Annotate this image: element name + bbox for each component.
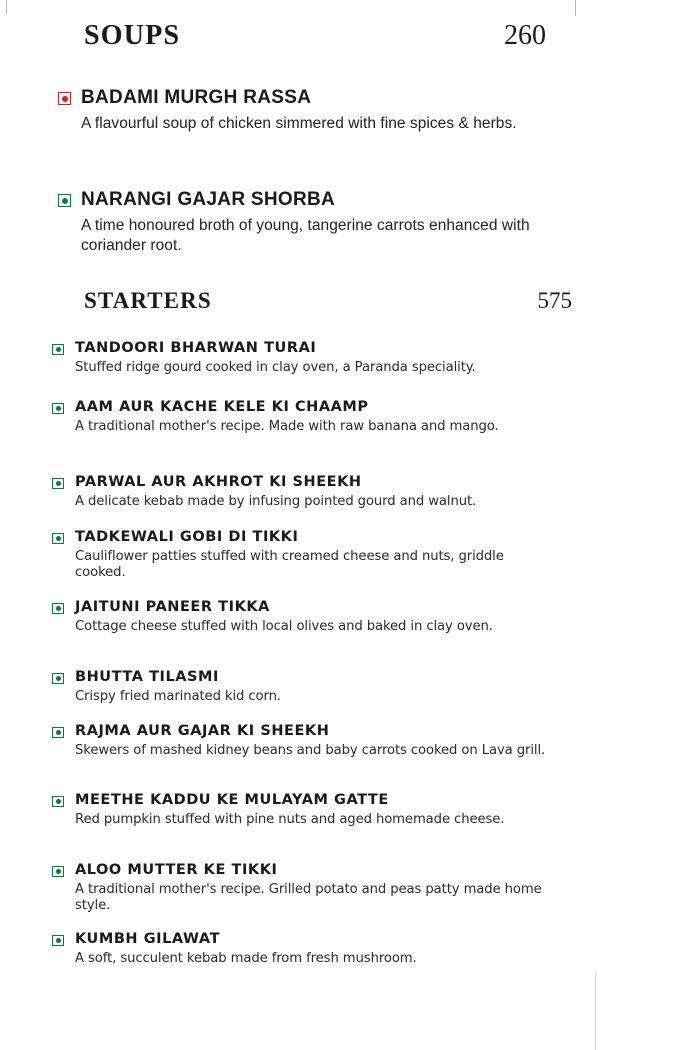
section-header-soups: [84, 20, 546, 52]
section-header-starters: [84, 288, 572, 314]
menu-item[interactable]: [52, 341, 577, 376]
menu-item-name: JAITUNI PANEER TIKKA: [75, 599, 270, 615]
veg-marker-icon: [52, 796, 64, 807]
registration-tick-top-right: [575, 0, 576, 16]
veg-marker-icon: [52, 673, 64, 684]
menu-item-description: A time honoured broth of young, tangerine carrots enhanced with coriander root.: [81, 217, 530, 254]
veg-marker-icon: [52, 727, 64, 738]
menu-item[interactable]: [58, 190, 553, 255]
veg-marker-icon: [52, 935, 64, 946]
menu-item-name: TADKEWALI GOBI DI TIKKI: [75, 529, 299, 545]
menu-item[interactable]: [52, 600, 547, 635]
menu-item-description: Stuffed ridge gourd cooked in clay oven, a Paranda speciality.: [75, 359, 476, 375]
menu-item-name: BADAMI MURGH RASSA: [81, 87, 312, 108]
veg-marker-icon: [52, 603, 64, 614]
menu-item-description: Skewers of mashed kidney beans and baby carrots cooked on Lava grill.: [75, 742, 546, 758]
menu-item[interactable]: [52, 400, 552, 435]
menu-item-name: ALOO MUTTER KE TIKKI: [75, 862, 278, 878]
menu-item-description: A soft, succulent kebab made from fresh mushroom.: [75, 950, 417, 966]
menu-item-name: AAM AUR KACHE KELE KI CHAAMP: [75, 399, 369, 415]
menu-item-description: A traditional mother's recipe. Made with raw banana and mango.: [75, 418, 499, 434]
menu-item[interactable]: [52, 670, 552, 705]
menu-item-description: A flavourful soup of chicken simmered with fine spices & herbs.: [81, 115, 517, 132]
menu-item[interactable]: [52, 530, 557, 582]
veg-marker-icon: [52, 344, 64, 355]
menu-item[interactable]: [52, 475, 577, 510]
veg-marker-icon: [52, 403, 64, 414]
veg-marker-icon: [58, 194, 71, 207]
nonveg-marker-icon: [58, 92, 71, 105]
section-title-starters: STARTERS: [84, 288, 212, 313]
menu-item-name: KUMBH GILAWAT: [75, 931, 221, 947]
veg-marker-icon: [52, 533, 64, 544]
section-price-starters: 575: [537, 288, 572, 313]
menu-item-description: Crispy fried marinated kid corn.: [75, 688, 281, 704]
menu-item-description: A traditional mother's recipe. Grilled potato and peas patty made home style.: [75, 881, 542, 914]
menu-item-name: RAJMA AUR GAJAR KI SHEEKH: [75, 723, 330, 739]
menu-item[interactable]: [52, 724, 562, 759]
veg-marker-icon: [52, 478, 64, 489]
menu-item-description: Red pumpkin stuffed with pine nuts and aged homemade cheese.: [75, 811, 505, 827]
menu-item-name: PARWAL AUR AKHROT KI SHEEKH: [75, 474, 362, 490]
menu-item-name: BHUTTA TILASMI: [75, 669, 219, 685]
section-price-soups: 260: [504, 20, 546, 51]
menu-item-description: Cottage cheese stuffed with local olives and baked in clay oven.: [75, 618, 493, 634]
registration-tick-top-left: [6, 0, 7, 14]
section-title-soups: SOUPS: [84, 20, 181, 51]
veg-marker-icon: [52, 866, 64, 877]
menu-item[interactable]: [58, 88, 548, 134]
menu-item[interactable]: [52, 793, 552, 828]
menu-item-name: MEETHE KADDU KE MULAYAM GATTE: [75, 792, 389, 808]
menu-item-description: Cauliflower patties stuffed with creamed cheese and nuts, griddle cooked.: [75, 548, 504, 581]
menu-item[interactable]: [52, 932, 552, 967]
menu-item-name: TANDOORI BHARWAN TURAI: [75, 340, 317, 356]
menu-item[interactable]: [52, 863, 562, 915]
registration-tick-bottom-right: [595, 972, 596, 1050]
menu-item-name: NARANGI GAJAR SHORBA: [81, 189, 336, 210]
menu-item-description: A delicate kebab made by infusing pointed gourd and walnut.: [75, 493, 477, 509]
